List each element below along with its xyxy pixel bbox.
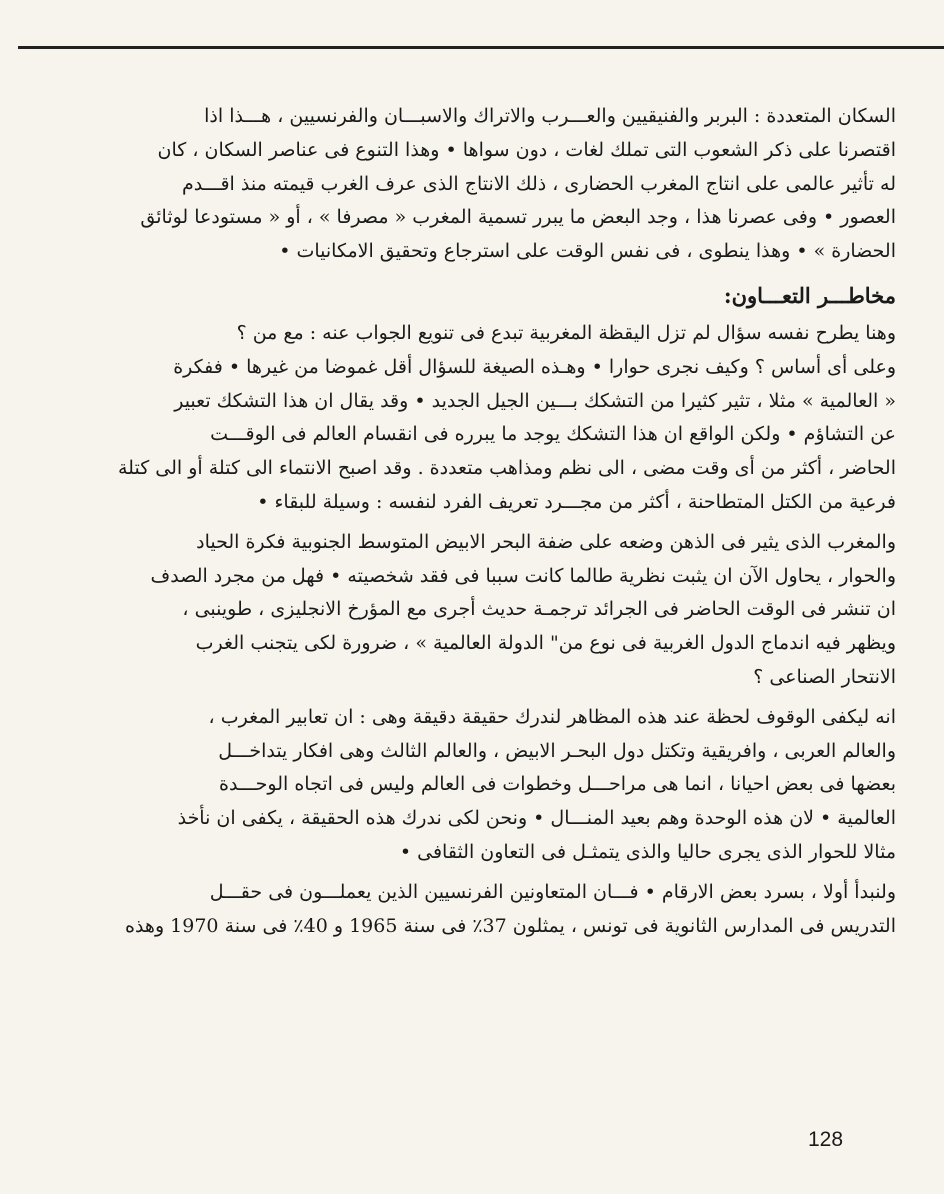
text-line: ان تنشر فى الوقت الحاضر فى الجرائد ترجمـة حديث أجرى مع المؤرخ الانجليزى ، طوينبى ،	[182, 598, 896, 621]
text-line: والعالم العربى ، وافريقية وتكتل دول البحـر الابيض ، والعالم الثالث وهى افكار يتداخـــل	[218, 739, 896, 762]
text-line: « العالمية » مثلا ، تثير كثيرا من التشكك بـــين الجيل الجديد • وقد يقال ان هذا التشكك تعبير	[174, 389, 896, 412]
page-body	[96, 100, 896, 949]
paragraph-4	[96, 701, 896, 870]
text-line: عن التشاؤم • ولكن الواقع ان هذا التشكك يوجد ما يبرره فى انقسام العالم فى الوقـــت	[210, 423, 896, 446]
text-line: الانتحار الصناعى ؟	[753, 665, 896, 688]
text-line: السكان المتعددة : البربر والفنيقيين والعـــرب والاتراك والاسبـــان والفرنسيين ، هـــذا اذا	[204, 105, 896, 127]
text-line: له تأثير عالمى على انتاج المغرب الحضارى ، ذلك الانتاج الذى عرف الغرب قيمته منذ اقـــدم	[182, 172, 896, 195]
text-line: بعضها فى بعض احيانا ، انما هى مراحـــل وخطوات فى العالم وليس فى اتجاه الوحـــدة	[219, 773, 896, 796]
text-line: العصور • وفى عصرنا هذا ، وجد البعض ما يبرر تسمية المغرب « مصرفا » ، أو « مستودعا لوثائق	[140, 206, 896, 229]
text-line: ولنبدأ أولا ، بسرد بعض الارقام • فـــان المتعاونين الفرنسيين الذين يعملـــون فى حقـــل	[209, 880, 896, 903]
text-line: اقتصرنا على ذكر الشعوب التى تملك لغات ، دون سواها • وهذا التنوع فى عناصر السكان ، كان	[157, 138, 896, 161]
paragraph-1	[96, 100, 896, 269]
text-line: والمغرب الذى يثير فى الذهن وضعه على ضفة البحر الابيض المتوسط الجنوبية فكرة الحياد	[196, 530, 896, 553]
section-heading: مخاطـــر التعـــاون:	[723, 282, 896, 308]
text-line: وهنا يطرح نفسه سؤال لم تزل اليقظة المغربية تبدع فى تنويع الجواب عنه : مع من ؟	[236, 321, 896, 344]
text-line: التدريس فى المدارس الثانوية فى تونس ، يمثلون 37٪ فى سنة 1965 و 40٪ فى سنة 1970 وهذه	[125, 914, 896, 937]
top-rule	[18, 46, 944, 49]
text-line: انه ليكفى الوقوف لحظة عند هذه المظاهر لندرك حقيقة دقيقة وهى : ان تعابير المغرب ،	[208, 705, 896, 728]
text-line: العالمية • لان هذه الوحدة وهم بعيد المنـــال • ونحن لكى ندرك هذه الحقيقة ، يكفى ان نأخذ	[177, 807, 896, 830]
paragraph-3	[96, 526, 896, 695]
text-line: والحوار ، يحاول الآن ان يثبت نظرية طالما كانت سببا فى فقد شخصيته • فهل من مجرد الصدف	[150, 564, 896, 587]
text-line: مثالا للحوار الذى يجرى حاليا والذى يتمثـل فى التعاون الثقافى •	[399, 840, 896, 863]
text-line: الحاضر ، أكثر من أى وقت مضى ، الى نظم ومذاهب متعددة . وقد اصبح الانتماء الى كتلة أو الى كتلة	[118, 457, 896, 480]
paragraph-2	[96, 317, 896, 520]
text-line: ويظهر فيه اندماج الدول الغربية فى نوع من" الدولة العالمية » ، ضرورة لكى يتجنب الغرب	[195, 632, 896, 655]
text-line: وعلى أى أساس ؟ وكيف نجرى حوارا • وهـذه الصيغة للسؤال أقل غموضا من غيرها • ففكرة	[173, 355, 896, 378]
text-line: الحضارة » • وهذا ينطوى ، فى نفس الوقت على استرجاع وتحقيق الامكانيات •	[279, 240, 896, 263]
text-line: فرعية من الكتل المتطاحنة ، أكثر من مجـــرد تعريف الفرد لنفسه : وسيلة للبقاء •	[257, 490, 896, 513]
page-number: 128	[808, 1128, 844, 1151]
paragraph-5	[96, 876, 896, 944]
